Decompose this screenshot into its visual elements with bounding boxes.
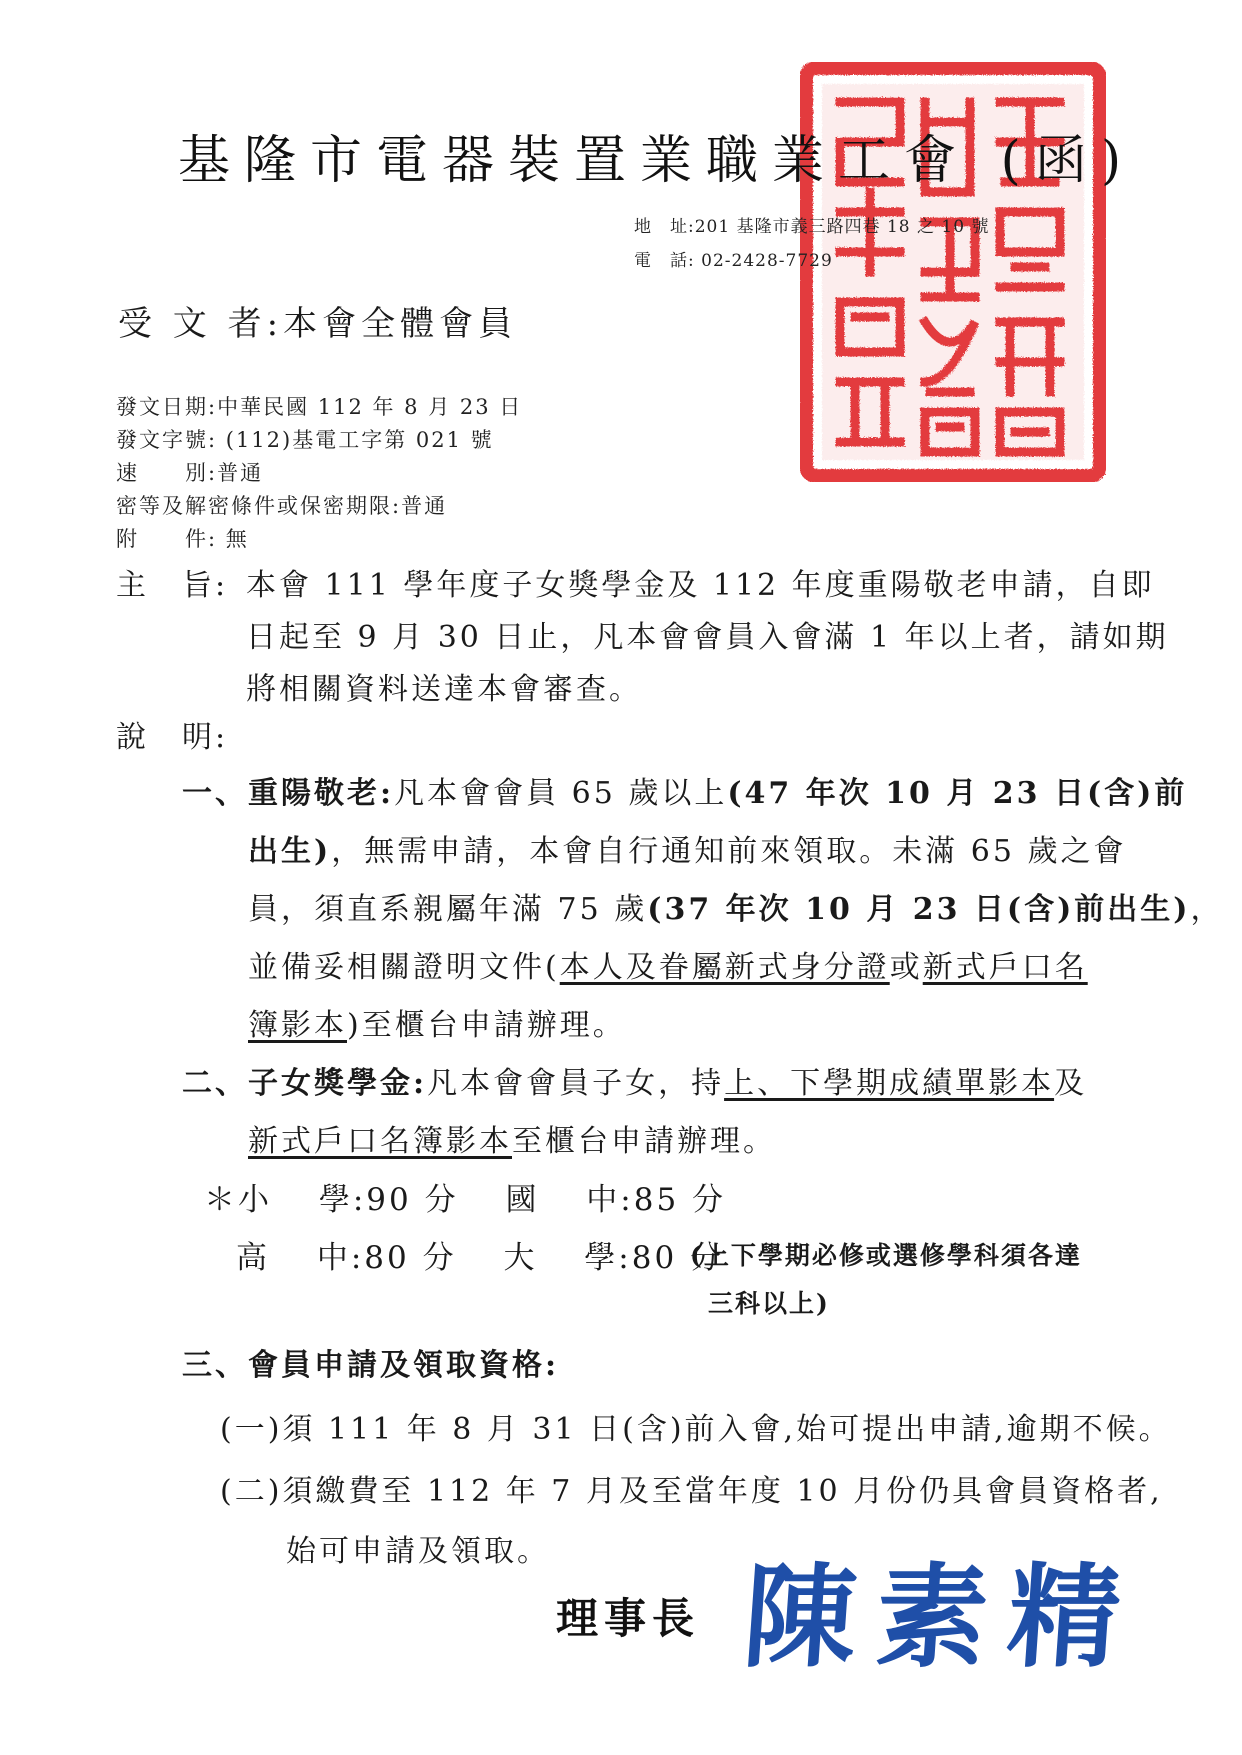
section-1-line-5 [248,1000,626,1052]
document-number: 發文字號: (112)基電工字第 021 號 [116,428,494,452]
issue-date: 發文日期:中華民國 112 年 8 月 23 日 [116,395,523,419]
chairman-name: 陳素精 [739,1552,1145,1683]
section-1-date-note: (47 年次 10 月 23 日(含)前 [727,776,1188,811]
section-1-date-note-2: (37 年次 10 月 23 日(含)前出生) [647,892,1191,927]
section-1-line-4 [248,942,1088,994]
attach-value: 無 [225,527,249,551]
section-3-item-1: (一)須 111 年 8 月 31 日(含)前入會,始可提出申請,逾期不候。 [220,1412,1172,1447]
section-3-item-2: (二)須繳費至 112 年 7 月及至當年度 10 月份仍具會員資格者, [220,1474,1163,1509]
chairman-signature-stamp [739,1548,1174,1688]
section-1-text-5: )至櫃台申請辦理。 [347,1008,626,1043]
chairman-label: 理事長 [556,1594,701,1643]
subject-line-1: 本會 111 學年度子女獎學金及 112 年度重陽敬老申請，自即 [246,568,1155,603]
speed-label: 速 別: [116,461,218,485]
section-1-line-1 [182,768,1187,820]
speed-value: 普通 [217,461,264,485]
subject-line-3: 將相關資料送達本會審查。 [246,672,642,707]
subject-line-2: 日起至 9 月 30 日止，凡本會會員入會滿 1 年以上者，請如期 [246,620,1169,655]
section-2-line-2 [248,1116,776,1168]
attachments [116,523,249,553]
section-2-heading: 二、子女獎學金: [182,1066,428,1101]
section-1-text-3: 員，須直系親屬年滿 75 歲 [248,892,648,927]
section-3-heading: 三、會員申請及領取資格: [182,1348,560,1383]
recipient-line: 受 文 者:本會全體會員 [118,304,518,344]
section-2-text: 凡本會會員子女，持 [427,1066,725,1101]
section-1-line-2 [248,826,1126,878]
section-1-birth: 出生) [248,834,332,869]
section-1-id-card: 本人及眷屬新式身分證 [559,950,890,985]
section-2-line-1 [182,1058,1087,1110]
section-2-household: 新式戶口名簿影本 [248,1124,512,1159]
section-2-and: 及 [1054,1066,1088,1101]
document-title: 基隆市電器裝置業職業工會 (函) [178,131,1136,191]
section-1-line-3 [248,884,1224,936]
section-1-heading: 一、重陽敬老: [182,776,395,811]
section-1-text-4: 並備妥相關證明文件( [248,950,560,985]
section-1-copy: 簿影本 [248,1008,347,1043]
section-1-comma: ， [1190,892,1224,927]
subject-label: 主 旨: [116,568,229,603]
score-note-2: 三科以上) [708,1289,830,1318]
secrecy-level: 密等及解密條件或保密期限:普通 [116,494,448,518]
section-1-or: 或 [889,950,923,985]
section-1-household: 新式戶口名 [922,950,1088,985]
section-3-item-2-cont: 始可申請及領取。 [286,1534,550,1569]
section-1-text-2: ，無需申請，本會自行通知前來領取。未滿 65 歲之會 [331,834,1127,869]
score-line-1: ＊小 學:90 分 國 中:85 分 [204,1182,727,1218]
explanation-label: 說 明: [116,720,229,755]
score-note-1: (上下學期必修或選修學科須各達 [690,1241,1082,1270]
sender-address: 地 址:201 基隆市義三路四巷 18 之 10 號 [634,217,990,237]
section-1-text: 凡本會會員 65 歲以上 [394,776,728,811]
attach-label: 附 件: [116,527,218,551]
speed-class [116,457,263,487]
section-2-transcript: 上、下學期成績單影本 [724,1066,1055,1101]
sender-phone: 電 話: 02-2428-7729 [634,251,833,271]
section-2-text-2: 至櫃台申請辦理。 [512,1124,776,1159]
score-line-2: 高 中:80 分 大 學:80 分 [236,1240,725,1276]
